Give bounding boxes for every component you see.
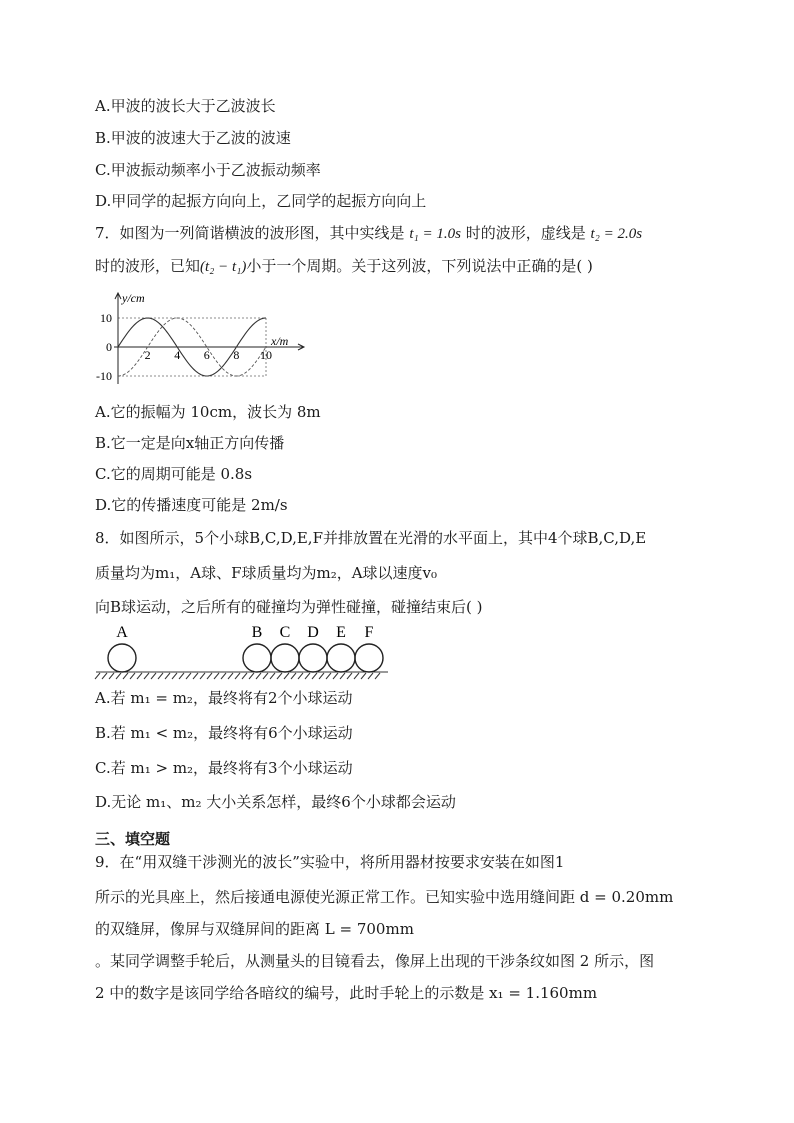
x-axis-label: x/m — [271, 334, 289, 348]
ball-c — [271, 644, 299, 672]
ball-e — [327, 644, 355, 672]
q6-option-d: D.甲同学的起振方向向上，乙同学的起振方向向上 — [95, 192, 427, 210]
q7-t2-equation: t₂ = 2.0s — [590, 226, 643, 242]
q9-line-4: 。某同学调整手轮后，从测量头的目镜看去，像屏上出现的干涉条纹如图 2 所示，图 — [95, 952, 655, 970]
hatch-mark — [102, 673, 107, 679]
x-tick-label: 6 — [203, 348, 210, 362]
y-tick-label: -10 — [96, 369, 112, 383]
y-tick-label: 10 — [100, 311, 112, 325]
hatch-mark — [200, 673, 205, 679]
x-tick-label: 2 — [144, 348, 151, 362]
ball-label-b: B — [251, 624, 263, 641]
hatch-mark — [116, 673, 121, 679]
q7-stem-text: 时的波形，虚线是 — [465, 224, 586, 242]
hatch-mark — [340, 673, 345, 679]
hatch-mark — [228, 673, 233, 679]
ball-d — [299, 644, 327, 672]
q7-stem-line-1 — [95, 223, 642, 244]
hatch-mark — [375, 673, 380, 679]
hatch-mark — [263, 673, 268, 679]
hatch-mark — [270, 673, 275, 679]
hatch-mark — [221, 673, 226, 679]
q9-line-3: 的双缝屏，像屏与双缝屏间的距离 L = 700mm — [95, 920, 414, 938]
q9-line-5: 2 中的数字是该同学给各暗纹的编号，此时手轮上的示数是 x₁ = 1.160mm — [95, 984, 598, 1002]
q8-stem-line-2: 质量均为m₁，A球、F球质量均为m₂，A球以速度v₀ — [95, 564, 438, 582]
hatch-mark — [137, 673, 142, 679]
ball-b — [243, 644, 271, 672]
hatch-mark — [368, 673, 373, 679]
q8-stem-line-3: 向B球运动，之后所有的碰撞均为弹性碰撞，碰撞结束后( ) — [95, 598, 483, 616]
balls-figure — [92, 620, 392, 682]
q7-stem-text: 时的波形，已知 — [95, 257, 201, 275]
q7-option-b: B.它一定是向x轴正方向传播 — [95, 434, 285, 452]
hatch-mark — [242, 673, 247, 679]
q6-option-a: A.甲波的波长大于乙波波长 — [95, 97, 276, 115]
hatch-mark — [256, 673, 261, 679]
section-heading: 三、填空题 — [95, 830, 171, 848]
hatch-mark — [347, 673, 352, 679]
hatch-mark — [95, 673, 100, 679]
q7-option-c: C.它的周期可能是 0.8s — [95, 465, 253, 483]
q7-stem-line-2 — [95, 256, 593, 277]
x-tick-label: 4 — [174, 348, 181, 362]
hatch-mark — [158, 673, 163, 679]
hatch-mark — [361, 673, 366, 679]
q8-stem-line-1: 8．如图所示，5个小球B,C,D,E,F并排放置在光滑的水平面上，其中4个球B,C,D,E — [95, 529, 647, 547]
ball-a — [108, 644, 136, 672]
hatch-mark — [193, 673, 198, 679]
q9-line-2: 所示的光具座上，然后接通电源使光源正常工作。已知实验中选用缝间距 d = 0.20mm — [95, 888, 674, 906]
hatch-mark — [354, 673, 359, 679]
q6-option-c: C.甲波振动频率小于乙波振动频率 — [95, 161, 321, 179]
hatch-mark — [179, 673, 184, 679]
y-tick-label: 0 — [106, 340, 112, 354]
hatch-mark — [326, 673, 331, 679]
hatch-mark — [130, 673, 135, 679]
hatch-mark — [165, 673, 170, 679]
ground-hatching — [95, 672, 388, 679]
x-tick-label: 8 — [233, 348, 240, 362]
q7-option-a: A.它的振幅为 10cm，波长为 8m — [95, 403, 321, 421]
hatch-mark — [109, 673, 114, 679]
hatch-mark — [312, 673, 317, 679]
wave-graph — [92, 290, 322, 394]
hatch-mark — [298, 673, 303, 679]
hatch-mark — [186, 673, 191, 679]
hatch-mark — [284, 673, 289, 679]
q7-stem-text: 7．如图为一列简谐横波的波形图，其中实线是 — [95, 224, 405, 242]
y-axis-label: y/cm — [122, 291, 145, 305]
q8-option-c: C.若 m₁ > m₂，最终将有3个小球运动 — [95, 759, 353, 777]
q8-option-b: B.若 m₁ < m₂，最终将有6个小球运动 — [95, 724, 353, 742]
hatch-mark — [235, 673, 240, 679]
hatch-mark — [207, 673, 212, 679]
hatch-mark — [291, 673, 296, 679]
hatch-mark — [214, 673, 219, 679]
hatch-mark — [144, 673, 149, 679]
q8-option-a: A.若 m₁ = m₂，最终将有2个小球运动 — [95, 689, 353, 707]
ball-label-a: A — [116, 624, 128, 641]
ball-label-d: D — [307, 624, 319, 641]
q6-option-b: B.甲波的波速大于乙波的波速 — [95, 129, 291, 147]
ball-label-c: C — [279, 624, 291, 641]
ball-label-e: E — [336, 624, 346, 641]
q7-stem-text: 小于一个周期。关于这列波，下列说法中正确的是( ) — [246, 257, 593, 275]
ball-label-f: F — [364, 624, 374, 641]
hatch-mark — [249, 673, 254, 679]
hatch-mark — [319, 673, 324, 679]
x-tick-label: 10 — [260, 348, 272, 362]
q7-t1-equation: t₁ = 1.0s — [409, 226, 461, 242]
hatch-mark — [333, 673, 338, 679]
q8-option-d: D.无论 m₁、m₂ 大小关系怎样，最终6个小球都会运动 — [95, 793, 456, 811]
q7-time-difference: (t₂ − t₁) — [200, 259, 247, 275]
ball-f — [355, 644, 383, 672]
hatch-mark — [305, 673, 310, 679]
hatch-mark — [123, 673, 128, 679]
q7-option-d: D.它的传播速度可能是 2m/s — [95, 496, 288, 514]
hatch-mark — [277, 673, 282, 679]
hatch-mark — [172, 673, 177, 679]
hatch-mark — [151, 673, 156, 679]
q9-line-1: 9．在“用双缝干涉测光的波长”实验中，将所用器材按要求安装在如图1 — [95, 853, 565, 871]
